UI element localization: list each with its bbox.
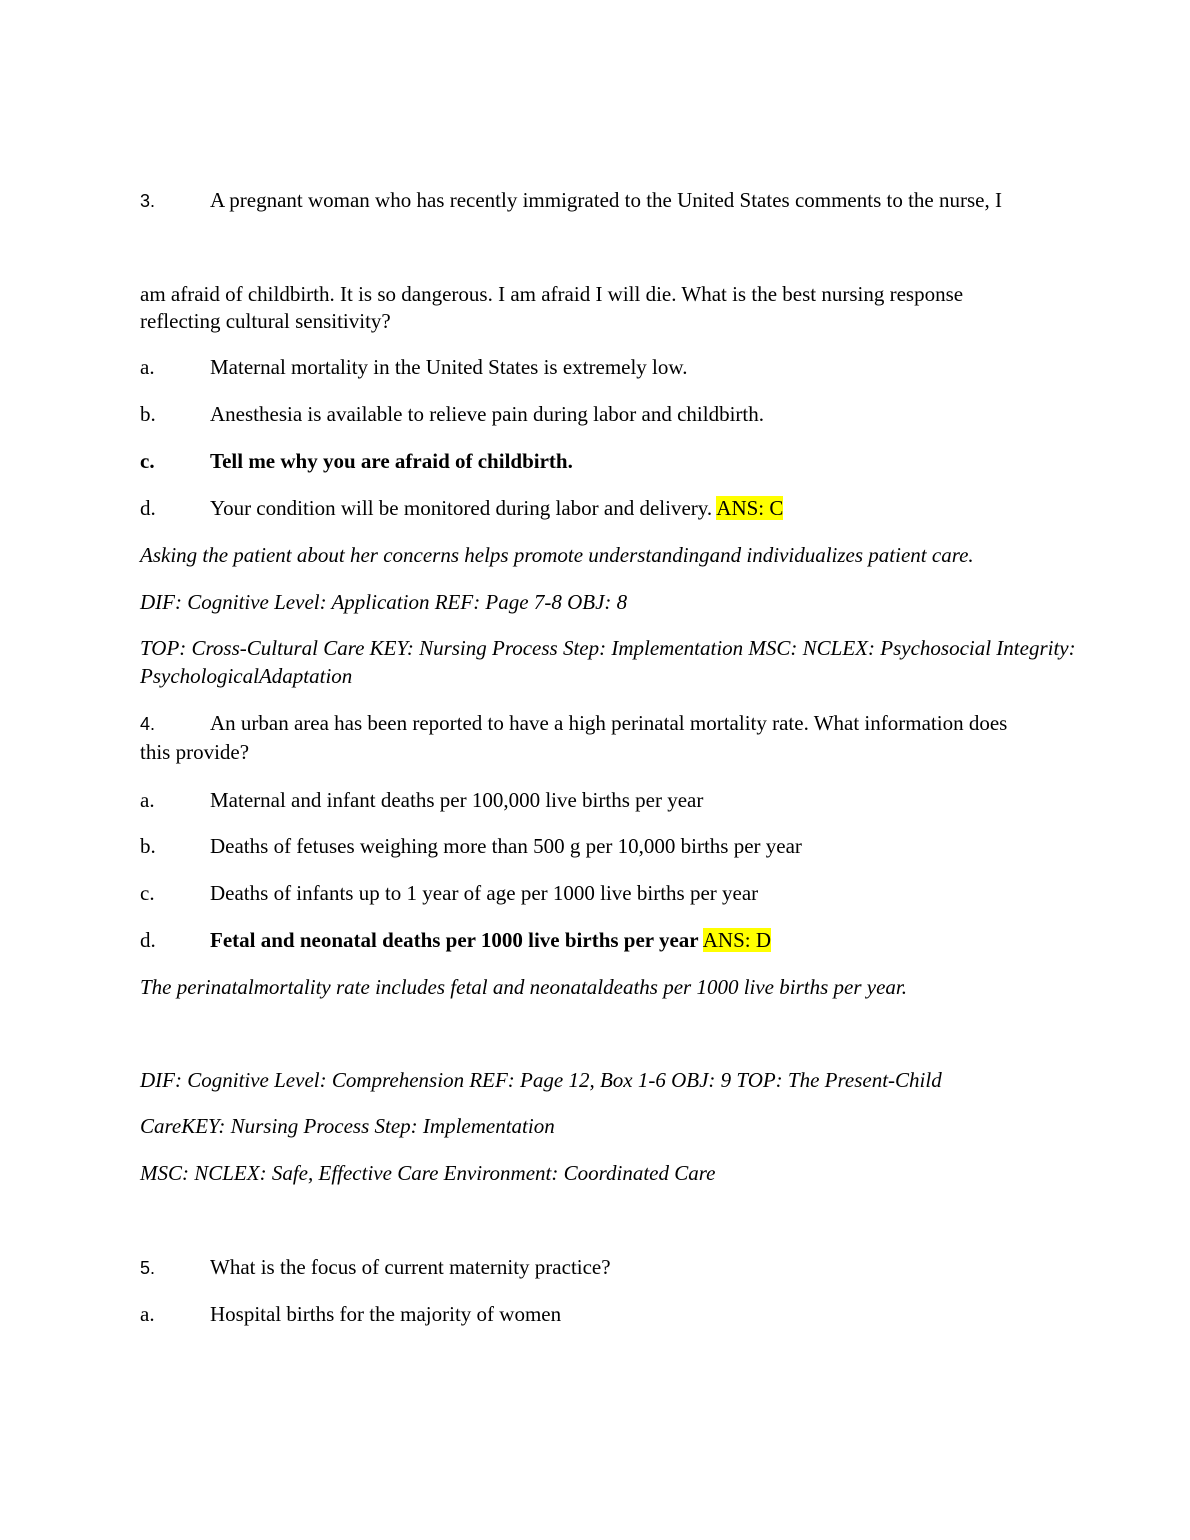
option-label: b. bbox=[140, 402, 156, 426]
question-number: 3. bbox=[140, 191, 156, 211]
option-text: Your condition will be monitored during labor and delivery. bbox=[210, 496, 713, 520]
question-stem-text: What is the focus of current maternity practice? bbox=[210, 1255, 611, 1279]
option-c bbox=[140, 879, 758, 907]
question-stem-text: A pregnant woman who has recently immigrated to the United States comments to the nurse, I bbox=[210, 188, 1002, 212]
option-label: d. bbox=[140, 496, 156, 520]
option-d-correct bbox=[140, 926, 771, 954]
metadata-line: MSC: NCLEX: Safe, Effective Care Environment: Coordinated Care bbox=[140, 1161, 716, 1185]
option-text: Fetal and neonatal deaths per 1000 live births per year bbox=[210, 928, 699, 952]
question-3-stem-continued: reflecting cultural sensitivity? bbox=[140, 309, 391, 333]
option-text: Hospital births for the majority of women bbox=[210, 1302, 562, 1326]
option-text: Maternal mortality in the United States is extremely low. bbox=[210, 355, 688, 379]
metadata-line: TOP: Cross-Cultural Care KEY: Nursing Process Step: Implementation MSC: NCLEX: Psychosocial Integrity: bbox=[140, 636, 1076, 660]
option-b bbox=[140, 400, 764, 428]
option-a bbox=[140, 1300, 561, 1328]
option-text: Deaths of fetuses weighing more than 500 g per 10,000 births per year bbox=[210, 834, 802, 858]
option-text: Maternal and infant deaths per 100,000 live births per year bbox=[210, 788, 704, 812]
option-text: Anesthesia is available to relieve pain during labor and childbirth. bbox=[210, 402, 764, 426]
question-3-stem bbox=[140, 186, 1002, 215]
question-number: 4. bbox=[140, 714, 156, 734]
option-text: Tell me why you are afraid of childbirth. bbox=[210, 449, 573, 473]
option-label: a. bbox=[140, 355, 155, 379]
rationale: The perinatalmortality rate includes fetal and neonataldeaths per 1000 live births per year. bbox=[140, 975, 907, 999]
option-label: b. bbox=[140, 834, 156, 858]
metadata-line: DIF: Cognitive Level: Comprehension REF: Page 12, Box 1-6 OBJ: 9 TOP: The Present-Child bbox=[140, 1068, 942, 1092]
option-b bbox=[140, 832, 802, 860]
option-d bbox=[140, 494, 783, 522]
question-3-stem-continued: am afraid of childbirth. It is so dangerous. I am afraid I will die. What is the best nursing response bbox=[140, 282, 964, 306]
question-stem-text: An urban area has been reported to have a high perinatal mortality rate. What information does bbox=[210, 711, 1008, 735]
answer-highlight: ANS: C bbox=[716, 496, 784, 520]
option-c-correct bbox=[140, 447, 573, 475]
option-label: c. bbox=[140, 449, 155, 473]
metadata-line: PsychologicalAdaptation bbox=[140, 664, 353, 688]
metadata-line: CareKEY: Nursing Process Step: Implementation bbox=[140, 1114, 555, 1138]
option-a bbox=[140, 786, 703, 814]
metadata-line: DIF: Cognitive Level: Application REF: Page 7-8 OBJ: 8 bbox=[140, 590, 628, 614]
option-label: a. bbox=[140, 788, 155, 812]
answer-highlight: ANS: D bbox=[702, 928, 771, 952]
option-label: c. bbox=[140, 881, 155, 905]
question-4-stem bbox=[140, 709, 1007, 738]
question-number: 5. bbox=[140, 1258, 156, 1278]
option-label: a. bbox=[140, 1302, 155, 1326]
option-a bbox=[140, 353, 687, 381]
rationale: Asking the patient about her concerns helps promote understandingand individualizes patient care. bbox=[140, 543, 974, 567]
question-5-stem bbox=[140, 1253, 611, 1282]
question-4-stem-continued: this provide? bbox=[140, 740, 250, 764]
option-text: Deaths of infants up to 1 year of age per 1000 live births per year bbox=[210, 881, 759, 905]
option-label: d. bbox=[140, 928, 156, 952]
